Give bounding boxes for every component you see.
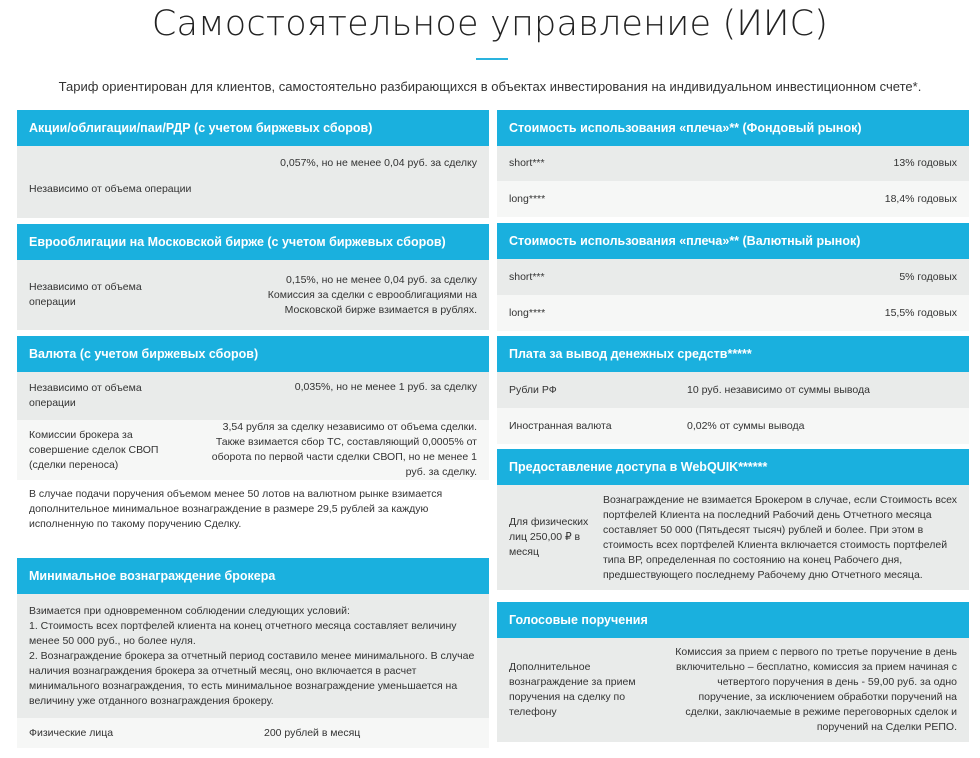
currency-row1-label: Независимо от объема операции xyxy=(29,382,142,409)
leverage-fx-long-label: long**** xyxy=(509,306,546,319)
currency-row1-value: 0,035%, но не менее 1 руб. за сделку xyxy=(294,381,477,393)
webquik-header: Предоставление доступа в WebQUIK****** xyxy=(497,449,969,485)
withdrawal-row-rub xyxy=(497,372,969,408)
withdrawal-rub-value: 10 руб. независимо от суммы вывода xyxy=(687,383,870,396)
leverage-fx-short-value: 5% годовых xyxy=(899,270,957,283)
leverage-stock-row-short xyxy=(497,146,969,181)
eurobonds-card xyxy=(17,224,489,330)
webquik-value: Вознаграждение не взимается Брокером в случае, если Стоимость всех портфелей Клиента на последний Рабочий день Отчетного месяца составляет 50 000 (Пятьдесят тысяч) рублей и более. При этом в стоимость всех портфелей Клиента включается стоимость портфелей типа ВР, определенная по состоянию на конец Рабочего дня, предшествующего последнему Рабочему дню Отчетного месяца. xyxy=(603,493,957,581)
leverage-fx-row-long xyxy=(497,295,969,331)
eurobonds-row xyxy=(17,260,489,330)
eurobonds-value-line1: 0,15%, но не менее 0,04 руб. за сделку xyxy=(286,273,477,286)
min-fee-card xyxy=(17,558,489,748)
stocks-label: Независимо от объема операции xyxy=(29,182,192,195)
page-title: Самостоятельное управление (ИИС) xyxy=(151,4,829,44)
min-fee-item1: 1. Стоимость всех портфелей клиента на конец отчетного месяца составляет величину менее 50 000 руб., но более нуля. xyxy=(29,620,457,647)
leverage-fx-long-value: 15,5% годовых xyxy=(884,306,957,319)
withdrawal-header: Плата за вывод денежных средств***** xyxy=(497,336,969,372)
voice-row xyxy=(497,638,969,742)
min-fee-row-value: 200 рублей в месяц xyxy=(264,726,361,739)
title-underline xyxy=(476,58,508,60)
intro-text: Тариф ориентирован для клиентов, самостоятельно разбирающихся в объектах инвестирования на индивидуальном инвестиционном счете*. xyxy=(58,79,922,94)
currency-note: В случае подачи поручения объемом менее 50 лотов на валютном рынке взимается дополнительное минимальное вознаграждение в размере 29,5 рублей за каждую исполненную по такому поручению Сделку. xyxy=(29,488,443,530)
eurobonds-value-line2: Комиссия за сделки с еврооблигациями на Московской бирже взимается в рублях. xyxy=(267,288,477,316)
webquik-row xyxy=(497,485,969,590)
eurobonds-header: Еврооблигации на Московской бирже (с учетом биржевых сборов) xyxy=(17,224,489,260)
min-fee-intro: Взимается при одновременном соблюдении следующих условий: xyxy=(29,605,350,617)
withdrawal-card xyxy=(497,336,969,444)
currency-row2-value: 3,54 рубля за сделку независимо от объема сделки. Также взимается сбор ТС, составляющий 0,0005% от оборота по первой части сделки СВОП, но не менее 1 руб. за сделку. xyxy=(211,421,477,478)
stocks-value: 0,057%, но не менее 0,04 руб. за сделку xyxy=(280,157,477,169)
min-fee-row-label: Физические лица xyxy=(29,726,114,739)
min-fee-header: Минимальное вознаграждение брокера xyxy=(17,558,489,594)
currency-card xyxy=(17,336,489,538)
withdrawal-fx-label: Иностранная валюта xyxy=(509,419,612,432)
leverage-fx-row-short xyxy=(497,259,969,295)
stocks-card xyxy=(17,110,489,218)
leverage-fx-short-label: short*** xyxy=(509,270,545,283)
voice-card xyxy=(497,602,969,742)
voice-value: Комиссия за прием с первого по третье поручение в день включительно – бесплатно, комиссия за прием начиная с четвертого поручения в день - 59,00 руб. за одно поручение, за исключением обработки поручений на сделки, заключаемые в режиме переговорных сделок и поручений на Сделки РЕПО. xyxy=(675,646,957,733)
leverage-stock-short-label: short*** xyxy=(509,157,545,169)
stocks-header: Акции/облигации/паи/РДР (с учетом биржевых сборов) xyxy=(17,110,489,146)
currency-row2-label: Комиссии брокера за совершение сделок СВОП (сделки переноса) xyxy=(29,428,159,471)
withdrawal-rub-label: Рубли РФ xyxy=(509,383,557,396)
currency-row-1 xyxy=(17,372,489,420)
leverage-stock-long-label: long**** xyxy=(509,192,546,205)
leverage-stock-row-long xyxy=(497,181,969,217)
currency-header: Валюта (с учетом биржевых сборов) xyxy=(17,336,489,372)
leverage-stock-long-value: 18,4% годовых xyxy=(884,192,957,205)
voice-label: Дополнительное вознаграждение за прием поручения на сделку по телефону xyxy=(509,661,636,718)
stocks-row xyxy=(17,146,489,218)
currency-row-2 xyxy=(17,420,489,480)
voice-header: Голосовые поручения xyxy=(497,602,969,638)
leverage-fx-header: Стоимость использования «плеча»** (Валютный рынок) xyxy=(497,223,969,259)
leverage-stock-short-value: 13% годовых xyxy=(893,157,957,169)
withdrawal-row-fx xyxy=(497,408,969,444)
min-fee-row xyxy=(17,718,489,748)
eurobonds-value xyxy=(169,273,477,318)
webquik-label: Для физических лиц 250,00 ₽ в месяц xyxy=(509,516,589,558)
withdrawal-fx-value: 0,02% от суммы вывода xyxy=(687,419,805,432)
leverage-fx-card xyxy=(497,223,969,331)
min-fee-text-row xyxy=(17,594,489,718)
eurobonds-label: Независимо от объема операции xyxy=(29,281,142,308)
leverage-stock-header: Стоимость использования «плеча»** (Фондовый рынок) xyxy=(497,110,969,146)
min-fee-item2: 2. Вознаграждение брокера за отчетный период составило менее минимального. В случае наличия вознаграждения брокера за отчетный месяц, оно включается в расчет минимального вознаграждения, то есть минимальное вознаграждение уменьшается на величину уже отданного вознаграждения брокеру. xyxy=(29,650,475,707)
webquik-card xyxy=(497,449,969,590)
leverage-stock-card xyxy=(497,110,969,217)
